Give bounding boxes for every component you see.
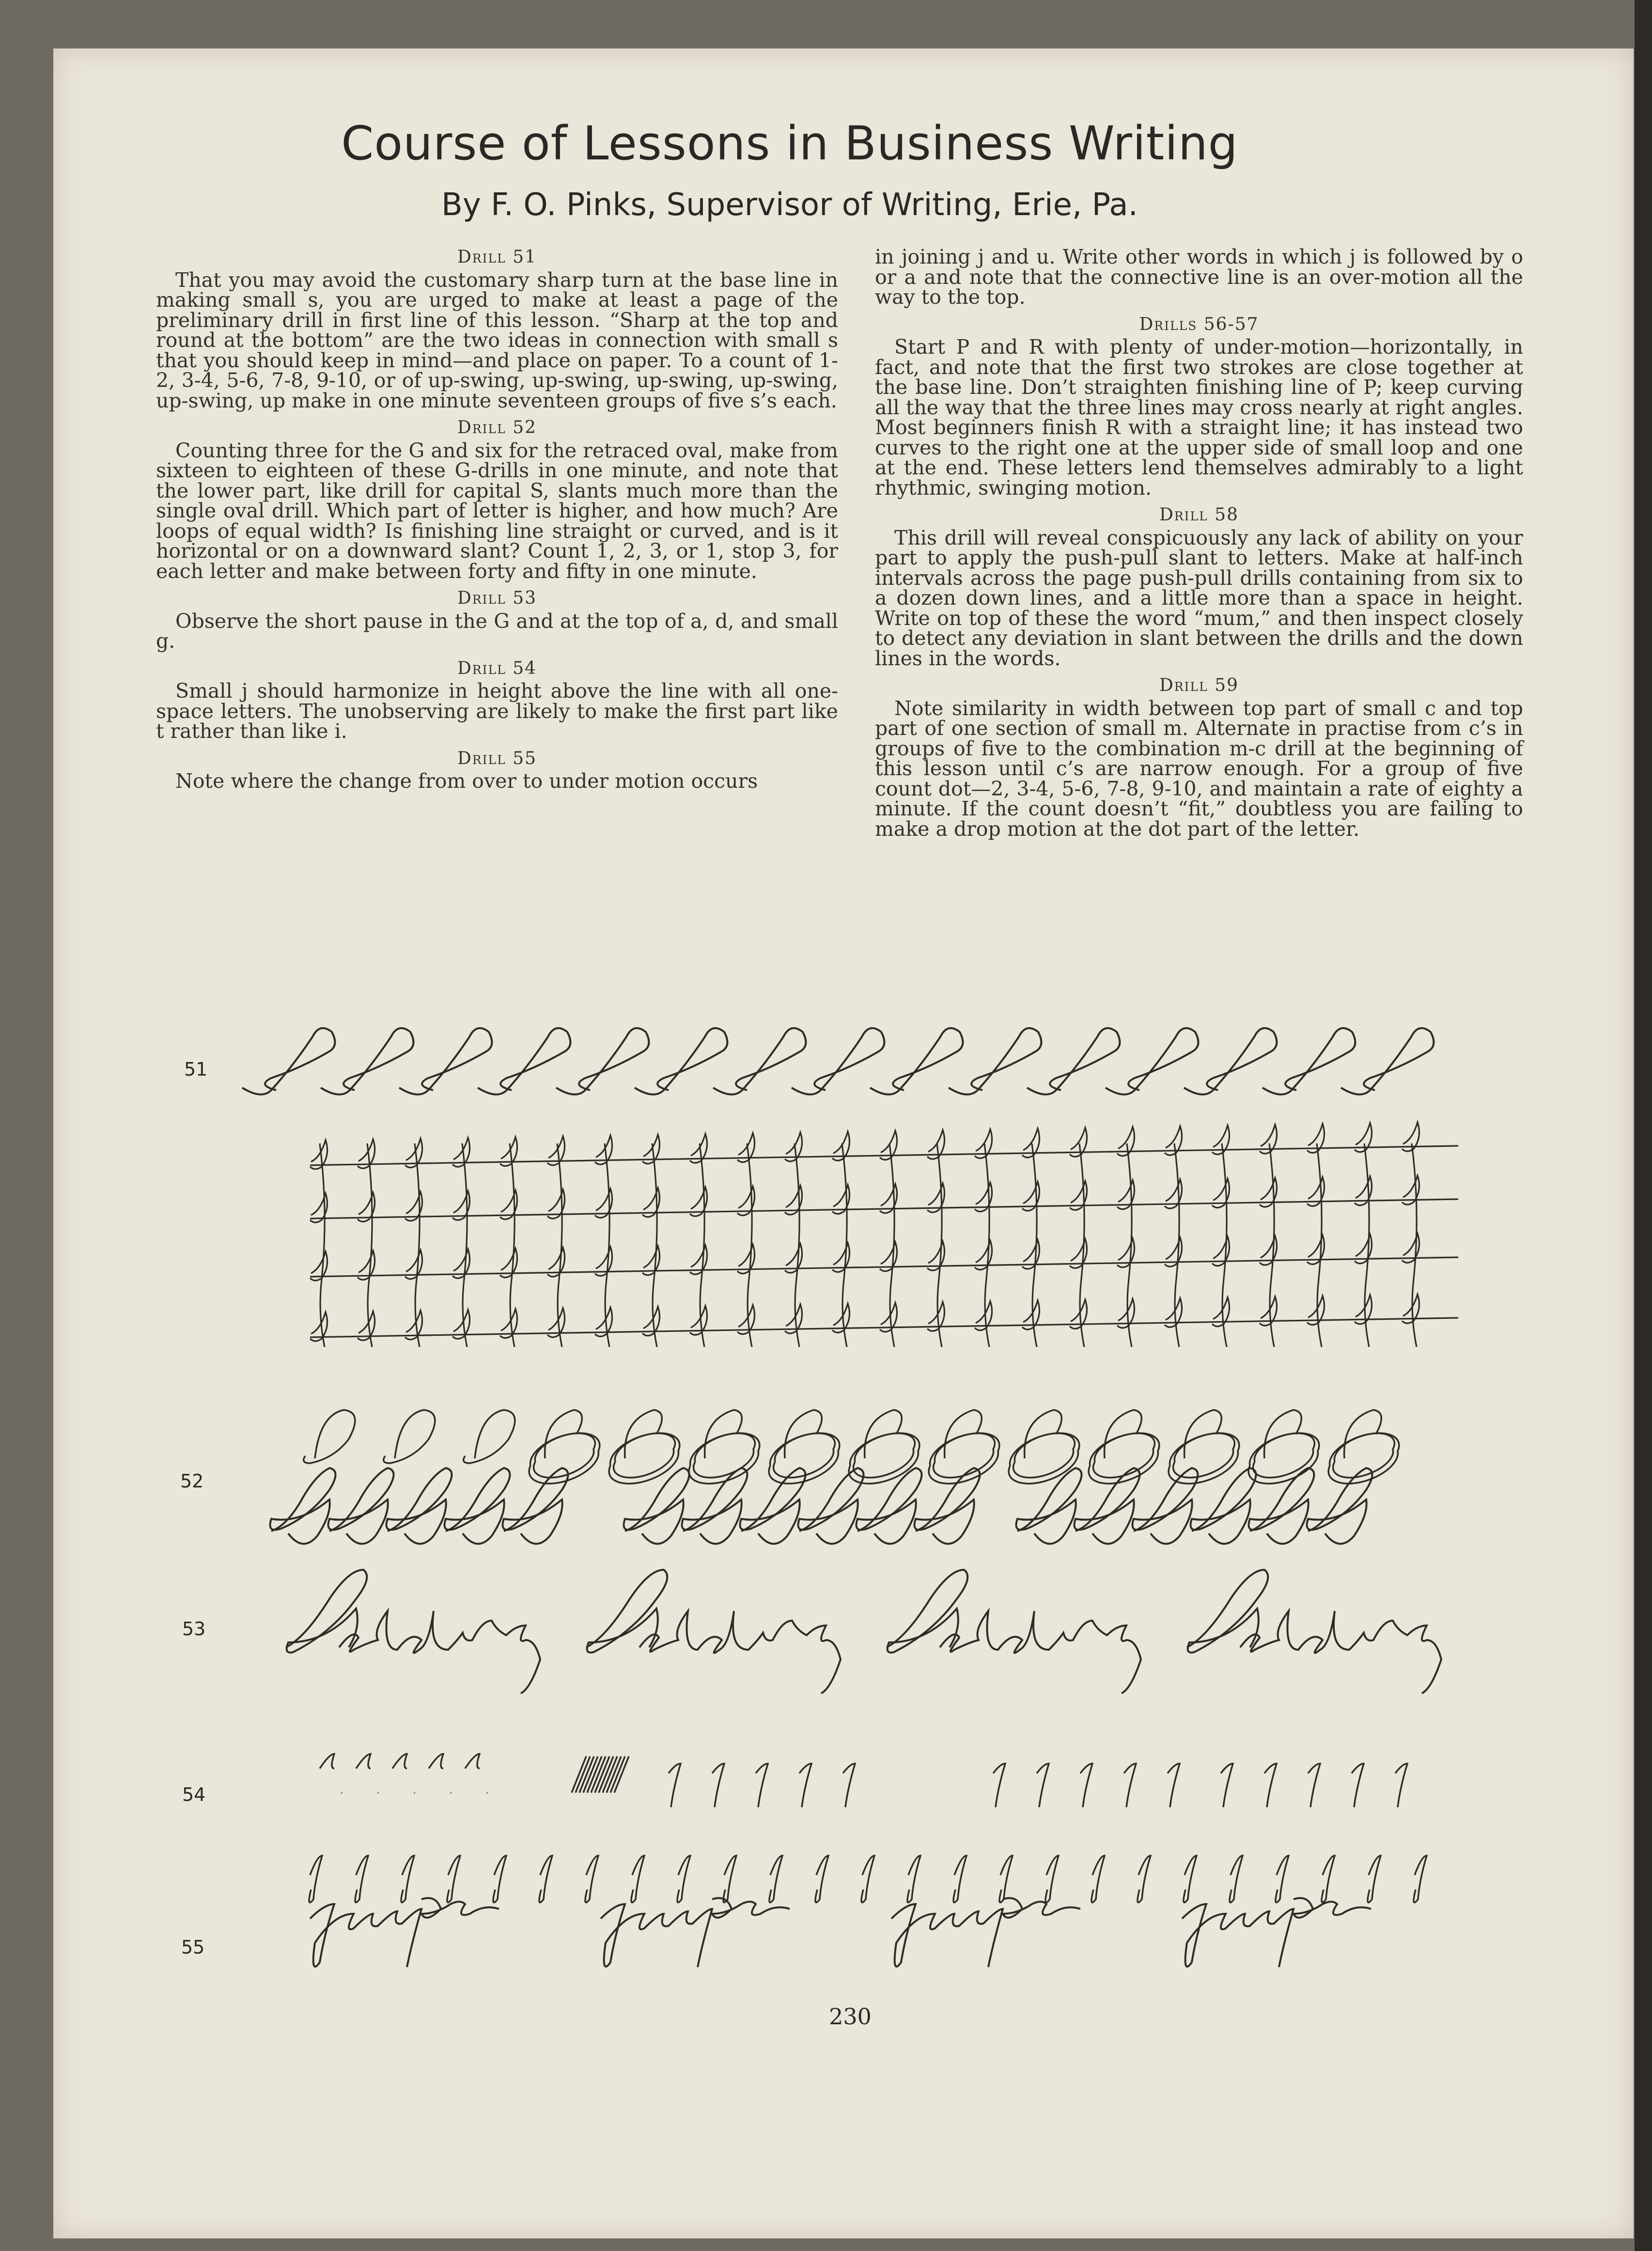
- page-number: 230: [829, 2003, 872, 2030]
- small-i-stroke: [392, 1754, 407, 1768]
- grid-baseline: [310, 1318, 1458, 1337]
- small-j-loop-stroke: [447, 1856, 460, 1903]
- drill-paragraph: That you may avoid the customary sharp turn at the base line in making small s, you are urged to make at least a page of the preliminary drill in first line of this lesson. “Sharp at the top and round at the bottom” are the two ideas in connection with small s that you should keep in mind—and place on paper. To a count of 1-2, 3-4, 5-6, 7-8, 9-10, or of up-swing, up-swing, up-swing, up-swing, up-swing, up make in one minute seventeen groups of five s’s each.: [156, 268, 838, 412]
- g-stem-stroke: [384, 1410, 435, 1463]
- small-j-loop-stroke: [539, 1856, 552, 1903]
- g-loop-stroke: [1264, 1410, 1302, 1458]
- small-j-stroke: [1264, 1764, 1277, 1807]
- grid-baseline: [310, 1199, 1458, 1219]
- push-pull-line: [607, 1756, 621, 1793]
- drill-paragraph: in joining j and u. Write other words in which j is followed by o or a and note that the connective line is an over-motion all the way to the top.: [875, 245, 1523, 309]
- capital-g-letter: [1249, 1468, 1314, 1544]
- small-i-stroke: [429, 1754, 443, 1768]
- small-j-stroke: [1308, 1764, 1320, 1807]
- small-j-loop-stroke: [769, 1856, 782, 1903]
- g-loop-stroke: [945, 1410, 982, 1458]
- small-j-loop-stroke: [1184, 1856, 1197, 1903]
- small-j-stroke: [1221, 1764, 1233, 1807]
- article-title: Course of Lessons in Business Writing: [341, 116, 1238, 171]
- jumper-word: [310, 1898, 499, 1968]
- push-pull-line: [603, 1756, 617, 1793]
- small-j-loop-stroke: [953, 1856, 966, 1903]
- push-pull-line: [610, 1756, 625, 1793]
- retraced-oval: [849, 1433, 920, 1484]
- small-j-stroke: [1124, 1764, 1136, 1807]
- small-j-loop-stroke: [723, 1856, 736, 1903]
- small-j-loop-stroke: [585, 1856, 598, 1903]
- drill-number-55: 55: [181, 1937, 205, 1958]
- capital-g-letter: [624, 1468, 689, 1544]
- retraced-oval: [609, 1433, 680, 1484]
- small-j-loop-stroke: [999, 1856, 1013, 1903]
- small-j-loop-stroke: [907, 1856, 920, 1903]
- drill-number-51: 51: [184, 1059, 208, 1080]
- g-loop-stroke: [1184, 1410, 1222, 1458]
- small-j-loop-stroke: [1045, 1856, 1059, 1903]
- small-i-stroke: [356, 1754, 371, 1768]
- jumper-word: [891, 1898, 1080, 1968]
- retraced-oval: [689, 1433, 760, 1484]
- gadding-capital: [1187, 1570, 1268, 1653]
- drill-number-53: 53: [182, 1618, 206, 1640]
- grid-baseline: [310, 1146, 1458, 1165]
- small-j-stroke: [712, 1764, 724, 1807]
- capital-g-letter: [1133, 1468, 1198, 1544]
- small-j-stroke: [799, 1764, 811, 1807]
- capital-g-letter: [503, 1468, 568, 1544]
- small-j-loop-stroke: [677, 1856, 690, 1903]
- push-pull-line: [587, 1756, 602, 1793]
- gadding-capital: [887, 1570, 967, 1653]
- small-j-stroke: [756, 1764, 768, 1807]
- jumper-word: [1182, 1898, 1371, 1968]
- small-j-loop-stroke: [401, 1856, 414, 1903]
- small-j-loop-stroke: [493, 1856, 506, 1903]
- capital-s-stroke: [242, 1028, 335, 1094]
- small-j-stroke: [843, 1764, 855, 1807]
- small-j-loop-stroke: [1230, 1856, 1243, 1903]
- small-j-loop-stroke: [1138, 1856, 1151, 1903]
- small-j-stroke: [1080, 1764, 1092, 1807]
- grid-baseline: [310, 1257, 1458, 1277]
- drill-number-52: 52: [180, 1470, 204, 1492]
- g-stem-stroke: [464, 1410, 515, 1463]
- small-i-stroke: [320, 1754, 334, 1768]
- push-pull-line: [591, 1756, 606, 1793]
- g-loop-stroke: [545, 1410, 582, 1458]
- small-j-stroke: [993, 1764, 1005, 1807]
- push-pull-line: [572, 1756, 586, 1793]
- drill-heading: Drills 56-57: [1139, 314, 1259, 334]
- drill-heading: Drill 52: [457, 418, 537, 438]
- jumper-word: [601, 1898, 790, 1968]
- drill-heading: Drill 59: [1159, 675, 1239, 695]
- drill-heading: Drill 54: [457, 658, 537, 678]
- capital-g-letter: [387, 1468, 452, 1544]
- push-pull-line: [576, 1756, 590, 1793]
- retraced-oval: [1169, 1433, 1239, 1484]
- g-stem-stroke: [304, 1410, 355, 1463]
- capital-g-letter: [270, 1468, 336, 1544]
- g-loop-stroke: [1025, 1410, 1062, 1458]
- small-i-stroke: [465, 1754, 480, 1768]
- push-pull-line: [583, 1756, 598, 1793]
- g-loop-stroke: [785, 1410, 822, 1458]
- drill-paragraph: This drill will reveal conspicuously any lack of ability on your part to apply the push-pull slant to letters. Make at half-inch intervals across the page push-pull drills containing from six to a dozen down lines, and a little more than a space in height. Write on top of these the word “mum,” and then inspect closely to detect any deviation in slant between the drills and the down lines in the words.: [875, 526, 1523, 670]
- small-j-loop-stroke: [631, 1856, 644, 1903]
- push-pull-line: [595, 1756, 609, 1793]
- drill-heading: Drill 55: [457, 748, 537, 768]
- gadding-capital: [286, 1570, 367, 1653]
- small-j-stroke: [1168, 1764, 1180, 1807]
- drill-heading: Drill 58: [1159, 505, 1239, 525]
- capital-g-letter: [1191, 1468, 1256, 1544]
- capital-s-drill-row: [242, 1028, 1434, 1094]
- small-j-drill-rows: [309, 1754, 1427, 1903]
- gadding-lowercase: [339, 1611, 540, 1693]
- g-loop-stroke: [1105, 1410, 1142, 1458]
- small-j-stroke: [1352, 1764, 1364, 1807]
- small-j-loop-stroke: [1276, 1856, 1289, 1903]
- drill-paragraph: Counting three for the G and six for the retraced oval, make from sixteen to eighteen of these G-drills in one minute, and note that the lower part, like drill for capital S, slants much more than the single oval drill. Which part of letter is higher, and how much? Are loops of equal width? Is finishing line straight or curved, and is it horizontal or on a downward slant? Count 1, 2, 3, or 1, stop 3, for each letter and make between forty and fifty in one minute.: [156, 438, 838, 583]
- drill-paragraph: Small j should harmonize in height above the line with all one-space letters. The unobserving are likely to make the first part like t rather than like i.: [156, 679, 838, 743]
- small-j-stroke: [669, 1764, 681, 1807]
- small-j-loop-stroke: [861, 1856, 874, 1903]
- jumper-word-row: [310, 1898, 1371, 1968]
- drill-heading: Drill 51: [457, 247, 537, 267]
- small-j-loop-stroke: [1091, 1856, 1105, 1903]
- g-loop-stroke: [705, 1410, 742, 1458]
- drill-paragraph: Note similarity in width between top part of small c and top part of one section of small m. Alternate in practise from c’s in groups of five to the combination m-c drill at the beginning of this lesson until c’s are narrow enough. For a group of five count dot—2, 3-4, 5-6, 7-8, 9-10, and maintain a rate of eighty a minute. If the count doesn’t “fit,” doubtless you are failing to make a drop motion at the dot part of the letter.: [875, 696, 1523, 841]
- small-j-stroke: [1395, 1764, 1407, 1807]
- retraced-oval: [1328, 1433, 1399, 1484]
- drill-paragraph: Note where the change from over to under motion occurs: [175, 769, 758, 793]
- small-j-loop-stroke: [355, 1856, 368, 1903]
- capital-g-letter: [328, 1468, 394, 1544]
- retraced-oval: [1009, 1433, 1079, 1484]
- drill-paragraph: Observe the short pause in the G and at the top of a, d, and small g.: [156, 609, 838, 653]
- g-loop-stroke: [625, 1410, 662, 1458]
- retraced-oval: [769, 1433, 840, 1484]
- small-j-loop-stroke: [1414, 1856, 1427, 1903]
- small-j-loop-stroke: [1368, 1856, 1381, 1903]
- push-pull-line: [599, 1756, 613, 1793]
- drill-paragraph: Start P and R with plenty of under-motion—horizontally, in fact, and note that the first two strokes are close together at the base line. Don’t straighten finishing line of P; keep curving all the way that the three lines may cross nearly at right angles. Most beginners finish R with a straight line; it has instead two curves to the right one at the upper side of small loop and one at the end. These letters lend themselves admirably to a light rhythmic, swinging motion.: [875, 335, 1523, 500]
- gadding-lowercase: [940, 1611, 1141, 1693]
- drill-number-54: 54: [182, 1784, 206, 1805]
- small-j-loop-stroke: [1322, 1856, 1335, 1903]
- small-j-stroke: [1037, 1764, 1049, 1807]
- gadding-lowercase: [1240, 1611, 1441, 1693]
- retraced-oval: [529, 1433, 600, 1484]
- drill-heading: Drill 53: [457, 588, 537, 608]
- g-loop-stroke: [865, 1410, 902, 1458]
- capital-g-letter: [1307, 1468, 1372, 1544]
- push-pull-line: [614, 1756, 629, 1793]
- small-j-loop-stroke: [309, 1856, 322, 1903]
- small-j-loop-stroke: [815, 1856, 828, 1903]
- gadding-capital: [586, 1570, 667, 1653]
- article-byline: By F. O. Pinks, Supervisor of Writing, Erie, Pa.: [441, 187, 1138, 223]
- capital-g-letter: [682, 1468, 748, 1544]
- capital-g-letter: [445, 1468, 510, 1544]
- gadding-word-row: [286, 1570, 1441, 1693]
- push-pull-line: [579, 1756, 594, 1793]
- g-loop-stroke: [1344, 1410, 1382, 1458]
- small-s-grid-drill: [310, 1122, 1458, 1347]
- capital-g-row: [270, 1468, 1372, 1544]
- retraced-oval: [1248, 1433, 1319, 1484]
- gadding-lowercase: [639, 1611, 841, 1693]
